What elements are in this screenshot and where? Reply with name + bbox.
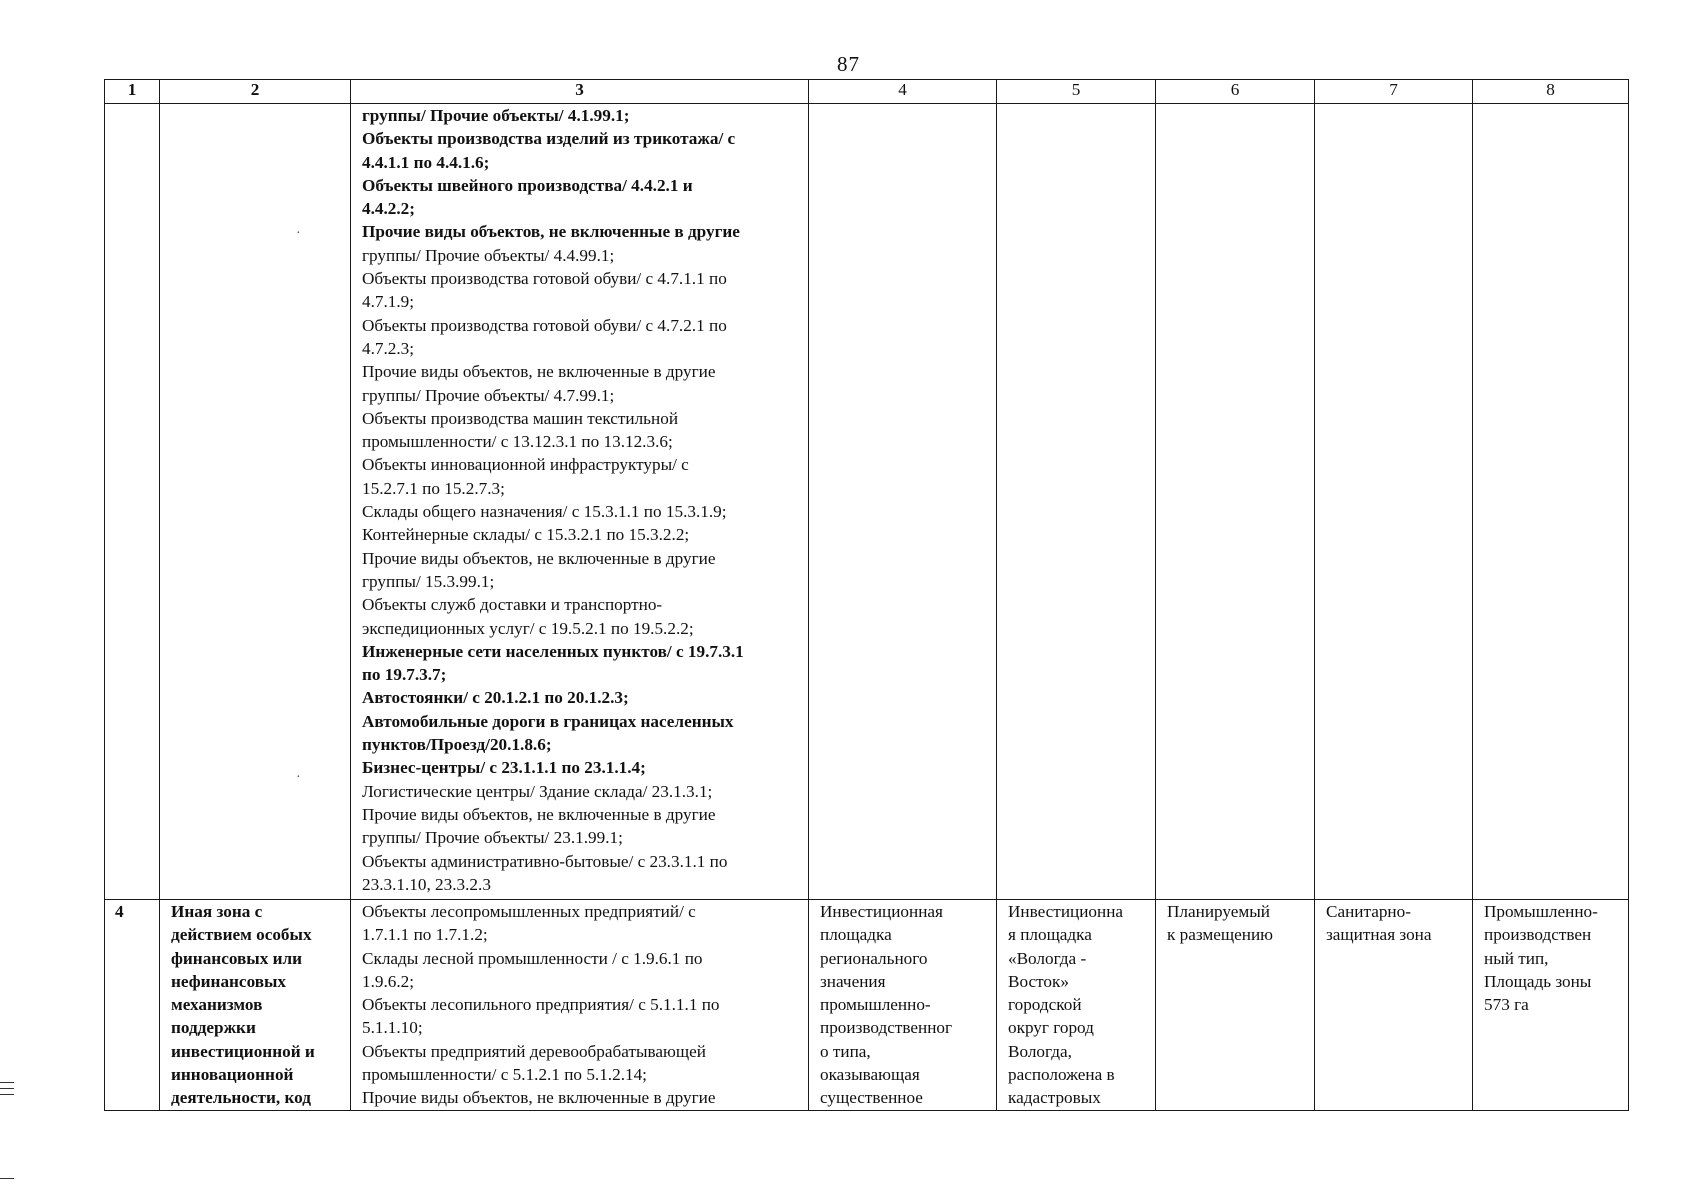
object-line: Объекты швейного производства/ 4.4.2.1 и [362, 175, 693, 195]
object-line: Объекты производства готовой обуви/ с 4.7.1.1 по [362, 269, 727, 289]
object-line: Прочие виды объектов, не включенные в другие [362, 362, 716, 382]
object-line: Объекты производства изделий из трикотажа/ с [362, 129, 736, 149]
cell-col7 [1315, 104, 1473, 900]
col4-line: оказывающая [820, 1065, 920, 1085]
cell-col8 [1473, 104, 1629, 900]
col4-line: регионального [820, 948, 928, 968]
zone-name-line: нефинансовых [171, 971, 287, 991]
cell-col7 [1315, 900, 1473, 1111]
object-line: 4.7.2.3; [362, 338, 415, 358]
header-col-5: 5 [997, 80, 1156, 104]
object-line: Объекты служб доставки и транспортно- [362, 595, 663, 615]
object-line: 23.3.1.10, 23.3.2.3 [362, 874, 491, 894]
object-line: Прочие виды объектов, не включенные в другие [362, 222, 740, 242]
object-line: Логистические центры/ Здание склада/ 23.1.3.1; [362, 781, 713, 801]
header-row [105, 80, 1629, 104]
object-line: экспедиционных услуг/ с 19.5.2.1 по 19.5.2.2; [362, 618, 694, 638]
cell-col5 [997, 900, 1156, 1111]
scan-speck: · [296, 226, 301, 241]
col5-line: городской [1008, 995, 1082, 1015]
object-line: 15.2.7.1 по 15.2.7.3; [362, 478, 505, 498]
object-line: 1.7.1.1 по 1.7.1.2; [362, 925, 488, 945]
col6-line: к размещению [1167, 925, 1274, 945]
object-line: группы/ Прочие объекты/ 4.7.99.1; [362, 385, 615, 405]
object-line: группы/ Прочие объекты/ 23.1.99.1; [362, 828, 623, 848]
zone-name-line: поддержки [171, 1018, 256, 1038]
object-line: Склады лесной промышленности / с 1.9.6.1 по [362, 948, 703, 968]
object-line: Прочие виды объектов, не включенные в другие [362, 804, 716, 824]
object-line: 4.7.1.9; [362, 292, 415, 312]
object-line: Инженерные сети населенных пунктов/ с 19.7.3.1 [362, 641, 744, 661]
object-line: Объекты лесопильного предприятия/ с 5.1.1.1 по [362, 995, 720, 1015]
col7-line: Санитарно- [1326, 902, 1411, 921]
col7-line: защитная зона [1326, 925, 1432, 945]
cell-col6 [1156, 104, 1315, 900]
header-col-6: 6 [1156, 80, 1315, 104]
zone-name-line: Иная зона с [171, 902, 263, 921]
col5-line: Вологда, [1008, 1041, 1072, 1061]
header-col-7: 7 [1315, 80, 1473, 104]
margin-mark [0, 1082, 14, 1083]
zone-name-line: механизмов [171, 995, 263, 1015]
col5-line: расположена в [1008, 1065, 1115, 1085]
object-line: группы/ 15.3.99.1; [362, 571, 495, 591]
object-line: Контейнерные склады/ с 15.3.2.1 по 15.3.2.2; [362, 525, 690, 545]
object-line: промышленности/ с 5.1.2.1 по 5.1.2.14; [362, 1065, 647, 1085]
cell-col5 [997, 104, 1156, 900]
col4-line: значения [820, 971, 886, 991]
cell-zone-name [160, 104, 351, 900]
object-line: 5.1.1.10; [362, 1018, 423, 1038]
cell-num: 4 [105, 900, 160, 1111]
col5-line: «Вологда - [1008, 948, 1087, 968]
col4-line: производственног [820, 1018, 953, 1038]
header-col-3: 3 [351, 80, 809, 104]
object-line: Объекты инновационной инфраструктуры/ с [362, 455, 689, 475]
cell-col8 [1473, 900, 1629, 1111]
object-line: 4.4.1.1 по 4.4.1.6; [362, 152, 490, 172]
object-line: Автомобильные дороги в границах населенных [362, 711, 734, 731]
col5-line: округ город [1008, 1018, 1094, 1038]
cell-col4 [809, 900, 997, 1111]
header-col-4: 4 [809, 80, 997, 104]
object-line: Прочие виды объектов, не включенные в другие [362, 1088, 716, 1108]
header-col-8: 8 [1473, 80, 1629, 104]
zone-name-line: деятельности, код [171, 1088, 311, 1108]
col5-line: Восток» [1008, 971, 1069, 991]
object-line: Объекты лесопромышленных предприятий/ с [362, 902, 696, 921]
object-line: пунктов/Проезд/20.1.8.6; [362, 735, 552, 755]
object-line: 1.9.6.2; [362, 971, 415, 991]
object-line: группы/ Прочие объекты/ 4.4.99.1; [362, 245, 615, 265]
cell-objects [351, 104, 809, 900]
scan-speck: · [296, 770, 301, 785]
zone-name-line: финансовых или [171, 948, 303, 968]
cell-objects [351, 900, 809, 1111]
cell-col4 [809, 104, 997, 900]
object-line: промышленности/ с 13.12.3.1 по 13.12.3.6; [362, 432, 673, 452]
header-col-1: 1 [105, 80, 160, 104]
cell-col6 [1156, 900, 1315, 1111]
col4-line: существенное [820, 1088, 923, 1108]
col4-line: площадка [820, 925, 892, 945]
col8-line: Промышленно- [1484, 902, 1598, 921]
object-line: Объекты производства машин текстильной [362, 408, 679, 428]
margin-mark [0, 1094, 14, 1095]
margin-mark [0, 1088, 14, 1089]
table-row-continuation [105, 104, 1629, 900]
object-line: Бизнес-центры/ с 23.1.1.1 по 23.1.1.4; [362, 758, 646, 778]
col4-line: промышленно- [820, 995, 931, 1015]
col5-line: Инвестиционна [1008, 902, 1124, 921]
zone-name-line: действием особых [171, 925, 312, 945]
object-line: Прочие виды объектов, не включенные в другие [362, 548, 716, 568]
object-line: Автостоянки/ с 20.1.2.1 по 20.1.2.3; [362, 688, 629, 708]
col8-line: производствен [1484, 925, 1592, 945]
object-line: Склады общего назначения/ с 15.3.1.1 по 15.3.1.9; [362, 502, 727, 522]
header-col-2: 2 [160, 80, 351, 104]
object-line: по 19.7.3.7; [362, 665, 447, 685]
zone-name-line: инвестиционной и [171, 1041, 315, 1061]
page-number: 87 [837, 52, 860, 76]
cell-zone-name [160, 900, 351, 1111]
zone-name-line: инновационной [171, 1065, 294, 1085]
col6-line: Планируемый [1167, 902, 1270, 921]
col4-line: о типа, [820, 1041, 871, 1061]
object-line: Объекты предприятий деревообрабатывающей [362, 1041, 706, 1061]
object-line: группы/ Прочие объекты/ 4.1.99.1; [362, 106, 630, 125]
margin-mark [0, 1178, 14, 1179]
col5-line: я площадка [1008, 925, 1092, 945]
cell-num [105, 104, 160, 900]
col4-line: Инвестиционная [820, 902, 943, 921]
table-row-4 [105, 900, 1629, 1111]
zones-table [104, 79, 1629, 1111]
object-line: Объекты производства готовой обуви/ с 4.7.2.1 по [362, 315, 727, 335]
col8-line: Площадь зоны [1484, 971, 1592, 991]
object-line: Объекты административно-бытовые/ с 23.3.1.1 по [362, 851, 728, 871]
col8-line: ный тип, [1484, 948, 1549, 968]
col5-line: кадастровых [1008, 1088, 1101, 1108]
col8-line: 573 га [1484, 995, 1529, 1015]
object-line: 4.4.2.2; [362, 199, 415, 219]
